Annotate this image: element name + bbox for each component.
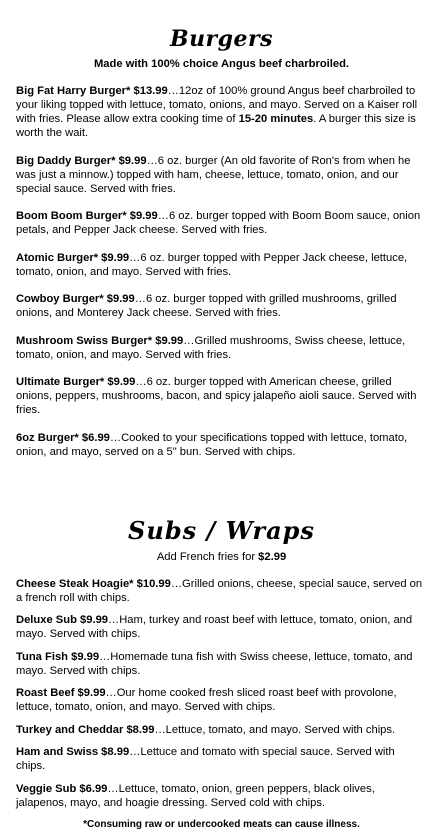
burgers-subtitle-text: Made with 100% choice Angus beef charbroiled.	[93, 58, 350, 70]
burgers-subtitle	[16, 57, 427, 71]
item-desc: …6 oz. burger topped with American cheese, grilled onions, peppers, mushrooms, bacon, and spicy jalapeño aioli sauce. Served with fries.	[16, 376, 417, 416]
item-name: Cheese Steak Hoagie* $10.99	[16, 577, 171, 590]
subs-title: Subs / Wraps	[128, 515, 315, 545]
item-name: Ham and Swiss $8.99	[16, 746, 130, 758]
menu-item-boom-boom	[16, 209, 427, 237]
item-name: Turkey and Cheddar $8.99	[16, 723, 155, 736]
item-desc-bold: 15-20 minutes	[238, 113, 314, 125]
subs-section	[16, 517, 427, 810]
item-desc: …12oz of 100% ground Angus beef charbroiled to your liking topped with lettuce, tomato, onions, and mayo. Served on a Kaiser roll with fries. Please allow extra cooking time of	[16, 85, 418, 125]
item-name: Atomic Burger* $9.99	[16, 251, 130, 264]
item-desc: …Lettuce, tomato, onion, green peppers, black olives, jalapenos, mayo, and hoagie dressing. Served cold with chips.	[16, 782, 375, 809]
menu-item-deluxe-sub	[16, 613, 427, 641]
item-desc: …6 oz. burger topped with Pepper Jack cheese, lettuce, tomato, onion, and mayo. Served with fries.	[16, 251, 408, 278]
menu-item-big-fat-harry	[16, 84, 427, 140]
menu-item-big-daddy	[16, 154, 427, 196]
menu-item-ham-swiss	[16, 745, 427, 773]
item-name: Boom Boom Burger* $9.99	[16, 210, 158, 222]
item-name: Big Fat Harry Burger* $13.99	[16, 85, 168, 97]
menu-item-turkey-cheddar	[16, 723, 427, 737]
item-name: Cowboy Burger* $9.99	[16, 293, 135, 305]
item-name: Big Daddy Burger* $9.99	[16, 154, 147, 167]
item-name: Tuna Fish $9.99	[16, 650, 100, 663]
item-desc: …Grilled mushrooms, Swiss cheese, lettuce, tomato, onion, and mayo. Served with fries.	[16, 334, 406, 361]
item-desc: …Our home cooked fresh sliced roast beef with provolone, lettuce, tomato, onion, and mayo. Served with chips.	[16, 687, 397, 713]
subs-subtitle-price: $2.99	[258, 550, 287, 563]
item-desc: …6 oz. burger (An old favorite of Ron's from when he was just a minnow.) topped with ham, cheese, lettuce, tomato, onion, and our special sauce. Served with fries.	[16, 154, 411, 195]
item-desc: …6 oz. burger topped with Boom Boom sauce, onion petals, and Pepper Jack cheese. Served with fries.	[16, 210, 421, 236]
item-name: Ultimate Burger* $9.99	[16, 376, 136, 388]
menu-item-ultimate	[16, 375, 427, 417]
burgers-section	[16, 0, 427, 459]
item-desc: …6 oz. burger topped with grilled mushrooms, grilled onions, and Monterey Jack cheese. Served with fries.	[16, 293, 397, 319]
footer-disclaimer: *Consuming raw or undercooked meats can cause illness.	[83, 819, 360, 830]
item-desc: …Lettuce, tomato, and mayo. Served with chips.	[154, 723, 396, 736]
item-name: Mushroom Swiss Burger* $9.99	[16, 334, 184, 347]
menu-item-atomic	[16, 251, 427, 279]
item-desc: …Homemade tuna fish with Swiss cheese, lettuce, tomato, and mayo. Served with chips.	[16, 650, 413, 677]
subs-subtitle-text: Add French fries for	[156, 550, 259, 563]
item-desc: …Grilled onions, cheese, special sauce, served on a french roll with chips.	[16, 577, 423, 604]
burgers-title: Burgers	[169, 26, 274, 52]
item-desc: …Lettuce and tomato with special sauce. Served with chips.	[16, 746, 395, 772]
item-desc: …Cooked to your specifications topped with lettuce, tomato, onion, and mayo, served on a 5" bun. Served with chips.	[16, 431, 408, 458]
item-desc: …Ham, turkey and roast beef with lettuce, tomato, onion, and mayo. Served with chips.	[16, 614, 413, 640]
item-name: 6oz Burger* $6.99	[16, 431, 110, 444]
menu-item-mushroom-swiss	[16, 334, 427, 362]
subs-subtitle	[16, 550, 427, 564]
menu-item-roast-beef	[16, 686, 427, 714]
item-name: Roast Beef $9.99	[16, 687, 106, 699]
menu-item-cowboy	[16, 292, 427, 320]
menu-item-veggie-sub	[16, 782, 427, 810]
menu-item-cheese-steak	[16, 577, 427, 605]
item-desc: . A burger this size is worth the wait.	[16, 113, 416, 139]
menu-item-6oz	[16, 431, 427, 459]
item-name: Deluxe Sub $9.99	[16, 614, 109, 626]
menu-item-tuna-fish	[16, 650, 427, 678]
item-name: Veggie Sub $6.99	[16, 782, 108, 795]
